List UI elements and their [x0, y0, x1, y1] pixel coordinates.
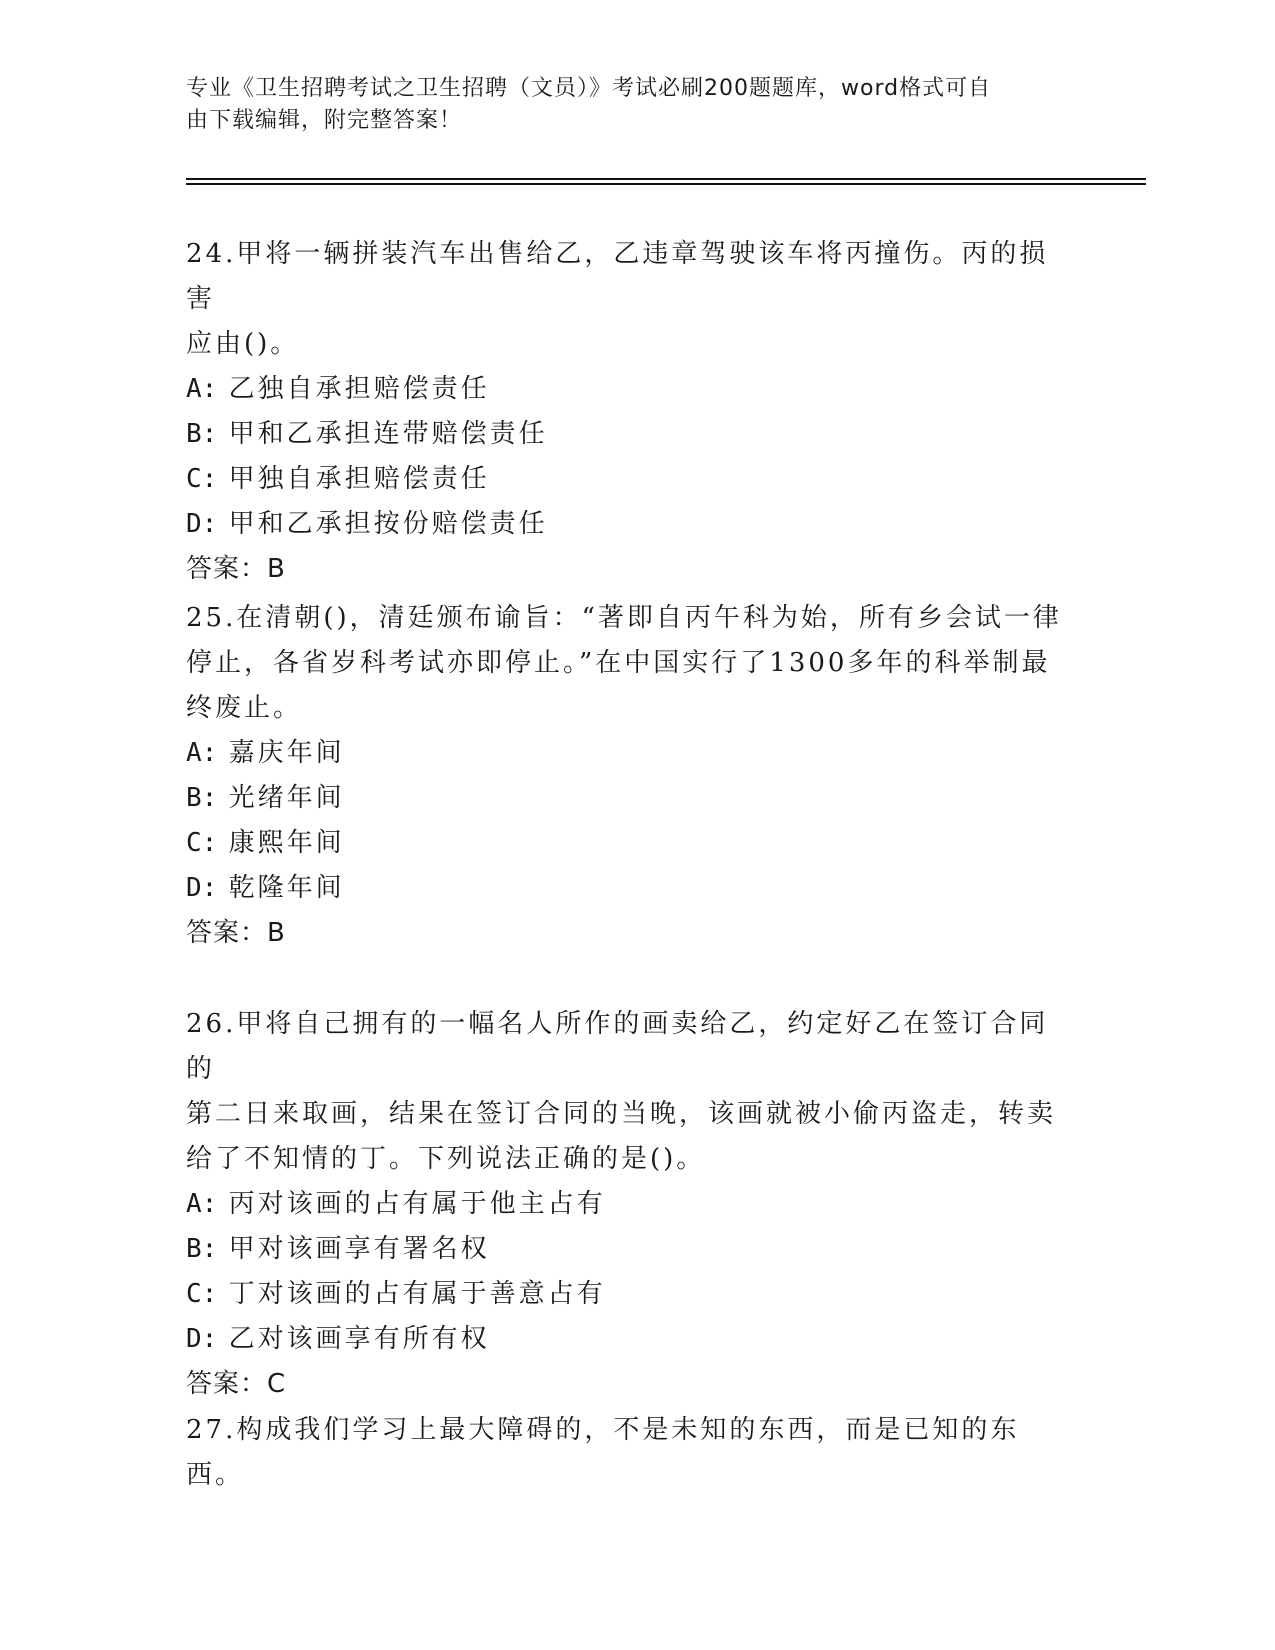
- option-text: 丙对该画的占有属于他主占有: [228, 1189, 606, 1219]
- option-b: [186, 412, 1066, 457]
- header-line: 由下载编辑，附完整答案！: [186, 108, 463, 133]
- option-b: [186, 776, 1066, 821]
- option-key: C:: [186, 464, 218, 494]
- question-25: [186, 596, 1066, 956]
- question-stem: 25.在清朝()，清廷颁布谕旨：“著即自丙午科为始，所有乡会试一律: [186, 603, 1062, 633]
- option-key: A:: [186, 738, 218, 768]
- option-key: D:: [186, 1324, 218, 1354]
- header-divider: [186, 178, 1146, 180]
- question-stem: 应由()。: [186, 329, 300, 359]
- option-d: [186, 502, 1066, 547]
- option-text: 丁对该画的占有属于善意占有: [228, 1279, 606, 1309]
- option-a: [186, 1182, 1066, 1227]
- question-26: [186, 1002, 1066, 1407]
- option-text: 康熙年间: [228, 828, 345, 858]
- option-text: 甲和乙承担按份赔偿责任: [228, 509, 548, 539]
- option-a: [186, 367, 1066, 412]
- option-text: 嘉庆年间: [228, 738, 345, 768]
- option-key: A:: [186, 1189, 218, 1219]
- question-stem: 第二日来取画，结果在签订合同的当晚，该画就被小偷丙盗走，转卖: [186, 1099, 1057, 1129]
- option-key: D:: [186, 873, 218, 903]
- option-d: [186, 866, 1066, 911]
- question-stem: 停止，各省岁科考试亦即停止。”在中国实行了1300多年的科举制最: [186, 648, 1051, 678]
- option-key: C:: [186, 828, 218, 858]
- option-key: B:: [186, 783, 218, 813]
- answer-line: 答案：B: [186, 918, 286, 948]
- option-text: 乙独自承担赔偿责任: [228, 374, 490, 404]
- question-stem: 终废止。: [186, 693, 303, 723]
- option-text: 甲对该画享有署名权: [228, 1234, 490, 1264]
- option-key: D:: [186, 509, 218, 539]
- option-key: A:: [186, 374, 218, 404]
- question-stem: 给了不知情的丁。下列说法正确的是()。: [186, 1144, 706, 1174]
- header-divider: [186, 183, 1146, 185]
- option-d: [186, 1317, 1066, 1362]
- header-line: 专业《卫生招聘考试之卫生招聘（文员）》考试必刷200题题库，word格式可自: [186, 76, 992, 101]
- option-key: B:: [186, 1234, 218, 1264]
- option-text: 乾隆年间: [228, 873, 345, 903]
- question-stem: 26.甲将自己拥有的一幅名人所作的画卖给乙，约定好乙在签订合同的: [186, 1009, 1049, 1084]
- option-a: [186, 731, 1066, 776]
- option-text: 乙对该画享有所有权: [228, 1324, 490, 1354]
- question-27: [186, 1408, 1066, 1498]
- option-key: C:: [186, 1279, 218, 1309]
- option-c: [186, 1272, 1066, 1317]
- option-key: B:: [186, 419, 218, 449]
- document-header: [186, 73, 1066, 137]
- option-text: 甲独自承担赔偿责任: [228, 464, 490, 494]
- option-text: 光绪年间: [228, 783, 345, 813]
- answer-line: 答案：B: [186, 554, 286, 584]
- answer-line: 答案：C: [186, 1369, 287, 1399]
- question-24: [186, 232, 1066, 592]
- option-c: [186, 457, 1066, 502]
- option-c: [186, 821, 1066, 866]
- question-stem: 24.甲将一辆拼装汽车出售给乙，乙违章驾驶该车将丙撞伤。丙的损害: [186, 239, 1049, 314]
- option-b: [186, 1227, 1066, 1272]
- option-text: 甲和乙承担连带赔偿责任: [228, 419, 548, 449]
- question-stem: 27.构成我们学习上最大障碍的，不是未知的东西，而是已知的东西。: [186, 1415, 1020, 1490]
